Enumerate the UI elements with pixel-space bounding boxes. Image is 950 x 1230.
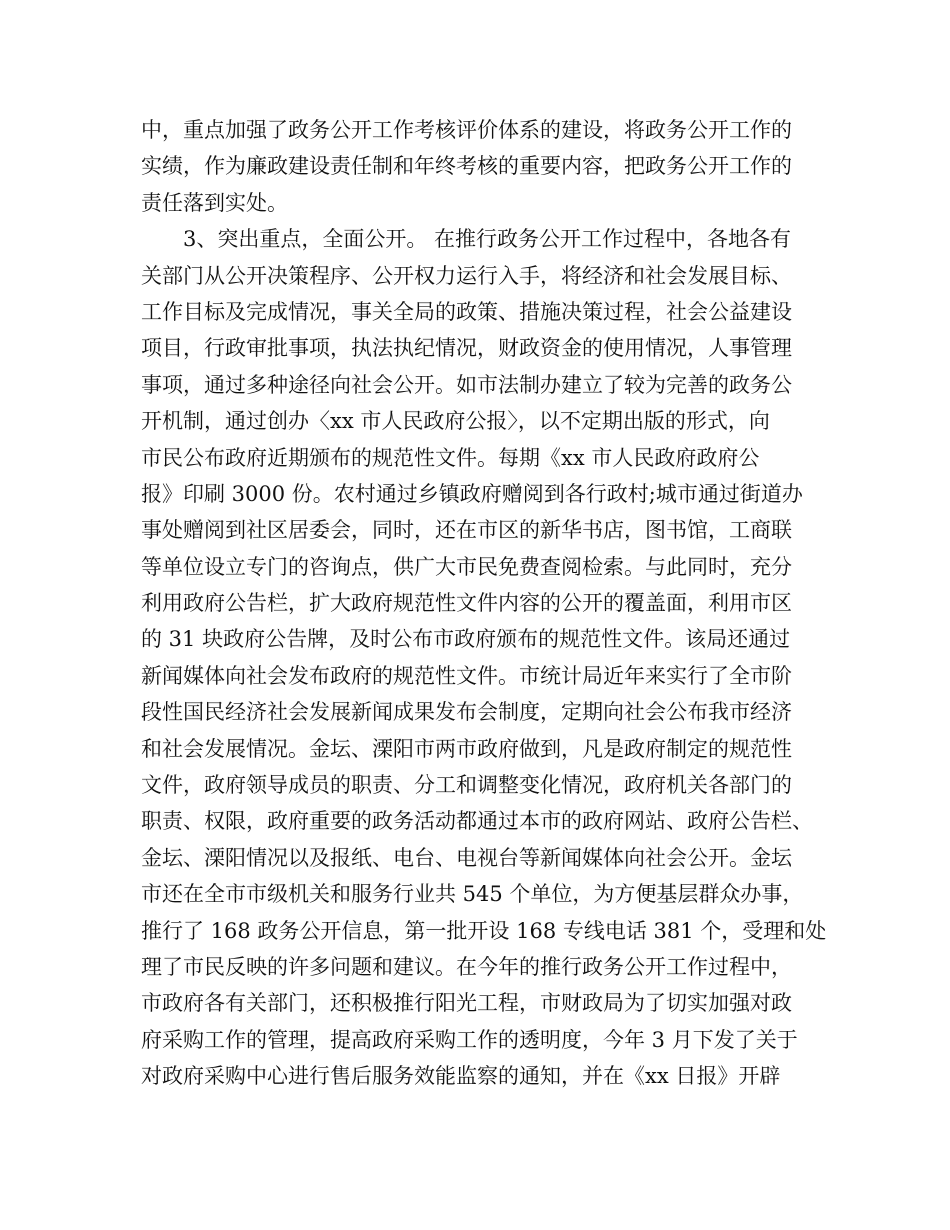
- text-line: 推行了 168 政务公开信息，第一批开设 168 专线电话 381 个，受理和处: [141, 918, 827, 943]
- text-line: 市还在全市市级机关和服务行业共 545 个单位，为方便基层群众办事，: [141, 882, 804, 907]
- text-line: 责任落到实处。: [141, 190, 288, 215]
- text-line: 报》印刷 3000 份。农村通过乡镇政府赠阅到各行政村;城市通过街道办: [141, 481, 803, 506]
- body-text: [141, 112, 831, 1095]
- text-line: 市政府各有关部门，还积极推行阳光工程，市财政局为了切实加强对政: [141, 991, 792, 1016]
- text-line: 和社会发展情况。金坛、溧阳市两市政府做到，凡是政府制定的规范性: [141, 736, 792, 761]
- text-line: 对政府采购中心进行售后服务效能监察的通知，并在《xx 日报》开辟: [141, 1064, 781, 1089]
- text-line: 金坛、溧阳情况以及报纸、电台、电视台等新闻媒体向社会公开。金坛: [141, 845, 792, 870]
- text-line: 中，重点加强了政务公开工作考核评价体系的建设，将政务公开工作的: [141, 118, 792, 142]
- text-line: 新闻媒体向社会发布政府的规范性文件。市统计局近年来实行了全市阶: [141, 663, 792, 688]
- text-line: 关部门从公开决策程序、公开权力运行入手，将经济和社会发展目标、: [141, 263, 792, 288]
- text-line: 段性国民经济社会发展新闻成果发布会制度，定期向社会公布我市经济: [141, 700, 792, 725]
- text-line: 市民公布政府近期颁布的规范性文件。每期《xx 市人民政府政府公: [141, 445, 760, 470]
- text-line: 利用政府公告栏，扩大政府规范性文件内容的公开的覆盖面，利用市区: [141, 591, 792, 616]
- text-line: 理了市民反映的许多问题和建议。在今年的推行政务公开工作过程中，: [141, 954, 792, 979]
- text-line: 等单位设立专门的咨询点，供广大市民免费查阅检索。与此同时，充分: [141, 554, 792, 579]
- text-line: 实绩，作为廉政建设责任制和年终考核的重要内容，把政务公开工作的: [141, 154, 792, 179]
- text-line: 项目，行政审批事项，执法执纪情况，财政资金的使用情况，人事管理: [141, 336, 792, 361]
- text-line: 事处赠阅到社区居委会，同时，还在市区的新华书店，图书馆，工商联: [141, 518, 792, 543]
- text-line: 府采购工作的管理，提高政府采购工作的透明度，今年 3 月下发了关于: [141, 1027, 798, 1052]
- text-line: 工作目标及完成情况，事关全局的政策、措施决策过程，社会公益建设: [141, 299, 792, 324]
- paragraph-start-line: 3、突出重点，全面公开。 在推行政务公开工作过程中，各地各有: [183, 227, 792, 252]
- text-line: 的 31 块政府公告牌，及时公布市政府颁布的规范性文件。该局还通过: [141, 627, 791, 652]
- text-line: 文件，政府领导成员的职责、分工和调整变化情况，政府机关各部门的: [141, 773, 792, 798]
- text-line: 事项，通过多种途径向社会公开。如市法制办建立了较为完善的政务公: [141, 372, 792, 397]
- text-line: 开机制，通过创办〈xx 市人民政府公报〉，以不定期出版的形式，向: [141, 409, 770, 434]
- text-line: 职责、权限，政府重要的政务活动都通过本市的政府网站、政府公告栏、: [141, 809, 813, 834]
